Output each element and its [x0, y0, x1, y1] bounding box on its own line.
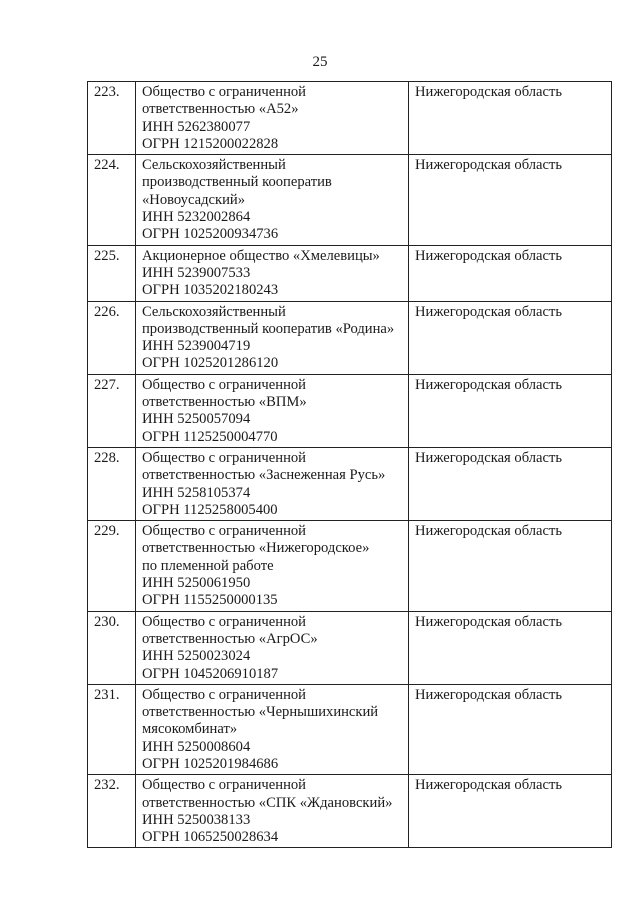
organization-detail-line: ответственностью «А52»	[142, 101, 299, 118]
region-cell: Нижегородская область	[409, 82, 612, 155]
table-row	[88, 155, 612, 245]
organization-detail-line: ОГРН 1045206910187	[142, 665, 279, 682]
row-number: 232.	[88, 775, 136, 848]
organization-details	[136, 521, 409, 611]
organization-detail-line: ОГРН 1125250004770	[142, 428, 278, 445]
organization-details	[136, 301, 409, 374]
organization-details	[136, 684, 409, 774]
organization-detail-line: ОГРН 1035202180243	[142, 282, 279, 299]
organization-detail-line: Общество с ограниченной	[142, 777, 306, 794]
row-number: 224.	[88, 155, 136, 245]
row-number: 223.	[88, 82, 136, 155]
organization-detail-line: ОГРН 1025200934736	[142, 226, 279, 243]
table-row	[88, 775, 612, 848]
organization-details	[136, 374, 409, 447]
organization-detail-line: ответственностью «Нижегородское»	[142, 540, 370, 557]
table-row	[88, 521, 612, 611]
organization-detail-line: ИНН 5258105374	[142, 484, 251, 501]
region-cell: Нижегородская область	[409, 521, 612, 611]
row-number: 230.	[88, 611, 136, 684]
organization-detail-line: Сельскохозяйственный	[142, 157, 286, 174]
organization-details	[136, 245, 409, 301]
organization-detail-line: ИНН 5250023024	[142, 648, 251, 665]
region-cell: Нижегородская область	[409, 374, 612, 447]
organization-detail-line: производственный кооператив «Родина»	[142, 320, 395, 337]
organization-detail-line: мясокомбинат»	[142, 721, 238, 738]
region-cell: Нижегородская область	[409, 611, 612, 684]
row-number: 225.	[88, 245, 136, 301]
page-number: 25	[312, 54, 328, 70]
row-number: 228.	[88, 447, 136, 520]
organization-detail-line: ИНН 5239004719	[142, 338, 251, 355]
organization-detail-line: ИНН 5250061950	[142, 575, 251, 592]
table-row	[88, 245, 612, 301]
table-row	[88, 447, 612, 520]
organization-detail-line: Общество с ограниченной	[142, 523, 306, 540]
region-cell: Нижегородская область	[409, 245, 612, 301]
table-row	[88, 684, 612, 774]
organization-detail-line: ответственностью «АгрОС»	[142, 630, 318, 647]
organization-detail-line: ответственностью «СПК «Ждановский»	[142, 794, 393, 811]
region-cell: Нижегородская область	[409, 775, 612, 848]
organization-detail-line: ОГРН 1025201984686	[142, 755, 279, 772]
organization-details	[136, 447, 409, 520]
organization-detail-line: Общество с ограниченной	[142, 613, 306, 630]
region-cell: Нижегородская область	[409, 684, 612, 774]
organization-detail-line: ИНН 5239007533	[142, 264, 251, 281]
organization-detail-line: ОГРН 1155250000135	[142, 592, 278, 609]
organization-detail-line: Сельскохозяйственный	[142, 303, 286, 320]
table-row	[88, 374, 612, 447]
organization-detail-line: Общество с ограниченной	[142, 449, 306, 466]
registry-table-body	[88, 82, 612, 848]
organization-detail-line: ОГРН 1125258005400	[142, 501, 278, 518]
organization-detail-line: ОГРН 1215200022828	[142, 135, 279, 152]
table-row	[88, 82, 612, 155]
row-number: 226.	[88, 301, 136, 374]
organization-detail-line: ответственностью «Чернышихинский	[142, 704, 379, 721]
organization-detail-line: Акционерное общество «Хмелевицы»	[142, 247, 380, 264]
organization-details	[136, 82, 409, 155]
organization-details	[136, 775, 409, 848]
region-cell: Нижегородская область	[409, 447, 612, 520]
row-number: 229.	[88, 521, 136, 611]
organization-detail-line: Общество с ограниченной	[142, 84, 306, 100]
organization-detail-line: Общество с ограниченной	[142, 686, 306, 703]
organization-detail-line: Общество с ограниченной	[142, 376, 306, 393]
row-number: 227.	[88, 374, 136, 447]
organization-detail-line: ОГРН 1025201286120	[142, 355, 279, 372]
organization-detail-line: ответственностью «Заснеженная Русь»	[142, 467, 386, 484]
organization-detail-line: ИНН 5232002864	[142, 209, 251, 226]
organization-detail-line: по племенной работе	[142, 557, 274, 574]
region-cell: Нижегородская область	[409, 301, 612, 374]
organization-detail-line: ОГРН 1065250028634	[142, 829, 279, 846]
table-row	[88, 301, 612, 374]
organization-details	[136, 155, 409, 245]
registry-table	[87, 81, 612, 848]
table-row	[88, 611, 612, 684]
organization-detail-line: «Новоусадский»	[142, 191, 246, 208]
organization-detail-line: производственный кооператив	[142, 174, 332, 191]
organization-detail-line: ответственностью «ВПМ»	[142, 394, 307, 411]
organization-detail-line: ИНН 5262380077	[142, 118, 251, 135]
organization-detail-line: ИНН 5250057094	[142, 411, 251, 428]
organization-detail-line: ИНН 5250038133	[142, 811, 251, 828]
organization-detail-line: ИНН 5250008604	[142, 738, 251, 755]
region-cell: Нижегородская область	[409, 155, 612, 245]
row-number: 231.	[88, 684, 136, 774]
organization-details	[136, 611, 409, 684]
